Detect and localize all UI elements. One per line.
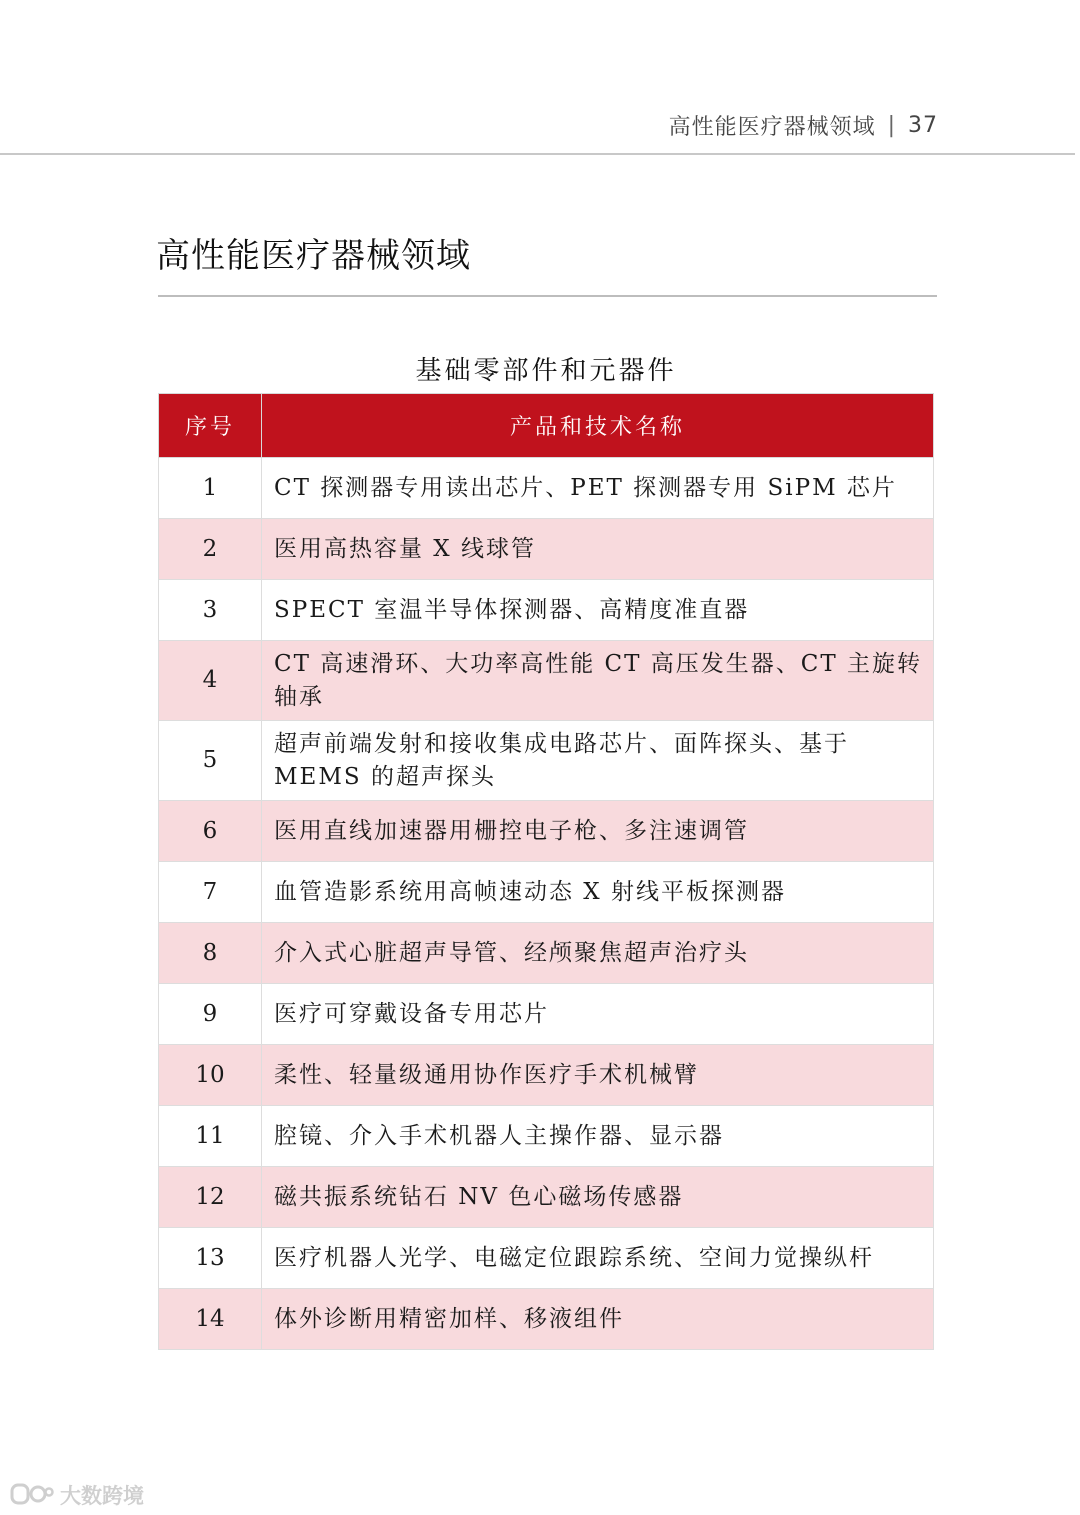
- row-number: 9: [159, 984, 262, 1045]
- table-caption: 基础零部件和元器件: [415, 356, 677, 386]
- table-row: [159, 923, 934, 984]
- column-header-name: 产品和技术名称: [262, 394, 934, 458]
- row-number: 2: [159, 519, 262, 580]
- table-row: [159, 984, 934, 1045]
- table-row: [159, 1167, 934, 1228]
- row-name: SPECT 室温半导体探测器、高精度准直器: [262, 580, 934, 641]
- header-divider: [0, 153, 1075, 155]
- row-number: 1: [159, 458, 262, 519]
- row-name: 医用直线加速器用栅控电子枪、多注速调管: [262, 801, 934, 862]
- row-number: 10: [159, 1045, 262, 1106]
- running-header: [669, 110, 938, 141]
- row-name: 介入式心脏超声导管、经颅聚焦超声治疗头: [262, 923, 934, 984]
- table-row: [159, 1289, 934, 1350]
- row-name: 血管造影系统用高帧速动态 X 射线平板探测器: [262, 862, 934, 923]
- table-row: [159, 1045, 934, 1106]
- title-divider: [158, 295, 937, 297]
- row-name: 磁共振系统钻石 NV 色心磁场传感器: [262, 1167, 934, 1228]
- row-name: 超声前端发射和接收集成电路芯片、面阵探头、基于 MEMS 的超声探头: [262, 721, 934, 801]
- table-row: [159, 580, 934, 641]
- row-name: 医疗可穿戴设备专用芯片: [262, 984, 934, 1045]
- section-title: 高性能医疗器械领域: [156, 236, 471, 276]
- table-row: [159, 519, 934, 580]
- row-number: 14: [159, 1289, 262, 1350]
- row-number: 7: [159, 862, 262, 923]
- table-row: [159, 458, 934, 519]
- row-name: CT 探测器专用读出芯片、PET 探测器专用 SiPM 芯片: [262, 458, 934, 519]
- components-table: [158, 393, 934, 1350]
- row-name: 医疗机器人光学、电磁定位跟踪系统、空间力觉操纵杆: [262, 1228, 934, 1289]
- table-row: [159, 1106, 934, 1167]
- table-row: [159, 641, 934, 721]
- table-row: [159, 1228, 934, 1289]
- row-number: 4: [159, 641, 262, 721]
- row-number: 5: [159, 721, 262, 801]
- brand-logo-icon: [10, 1482, 54, 1508]
- table-row: [159, 801, 934, 862]
- row-number: 8: [159, 923, 262, 984]
- row-number: 6: [159, 801, 262, 862]
- row-name: CT 高速滑环、大功率高性能 CT 高压发生器、CT 主旋转轴承: [262, 641, 934, 721]
- row-name: 腔镜、介入手术机器人主操作器、显示器: [262, 1106, 934, 1167]
- watermark-text: 大数跨境: [60, 1484, 144, 1508]
- row-number: 11: [159, 1106, 262, 1167]
- row-name: 体外诊断用精密加样、移液组件: [262, 1289, 934, 1350]
- column-header-number: 序号: [159, 394, 262, 458]
- row-number: 12: [159, 1167, 262, 1228]
- row-name: 医用高热容量 X 线球管: [262, 519, 934, 580]
- running-header-section: 高性能医疗器械领域: [668, 115, 876, 140]
- row-name: 柔性、轻量级通用协作医疗手术机械臂: [262, 1045, 934, 1106]
- page-number: 37: [908, 113, 938, 138]
- table-row: [159, 721, 934, 801]
- running-header-separator: |: [887, 113, 896, 138]
- row-number: 3: [159, 580, 262, 641]
- watermark: [10, 1480, 144, 1510]
- table-row: [159, 862, 934, 923]
- row-number: 13: [159, 1228, 262, 1289]
